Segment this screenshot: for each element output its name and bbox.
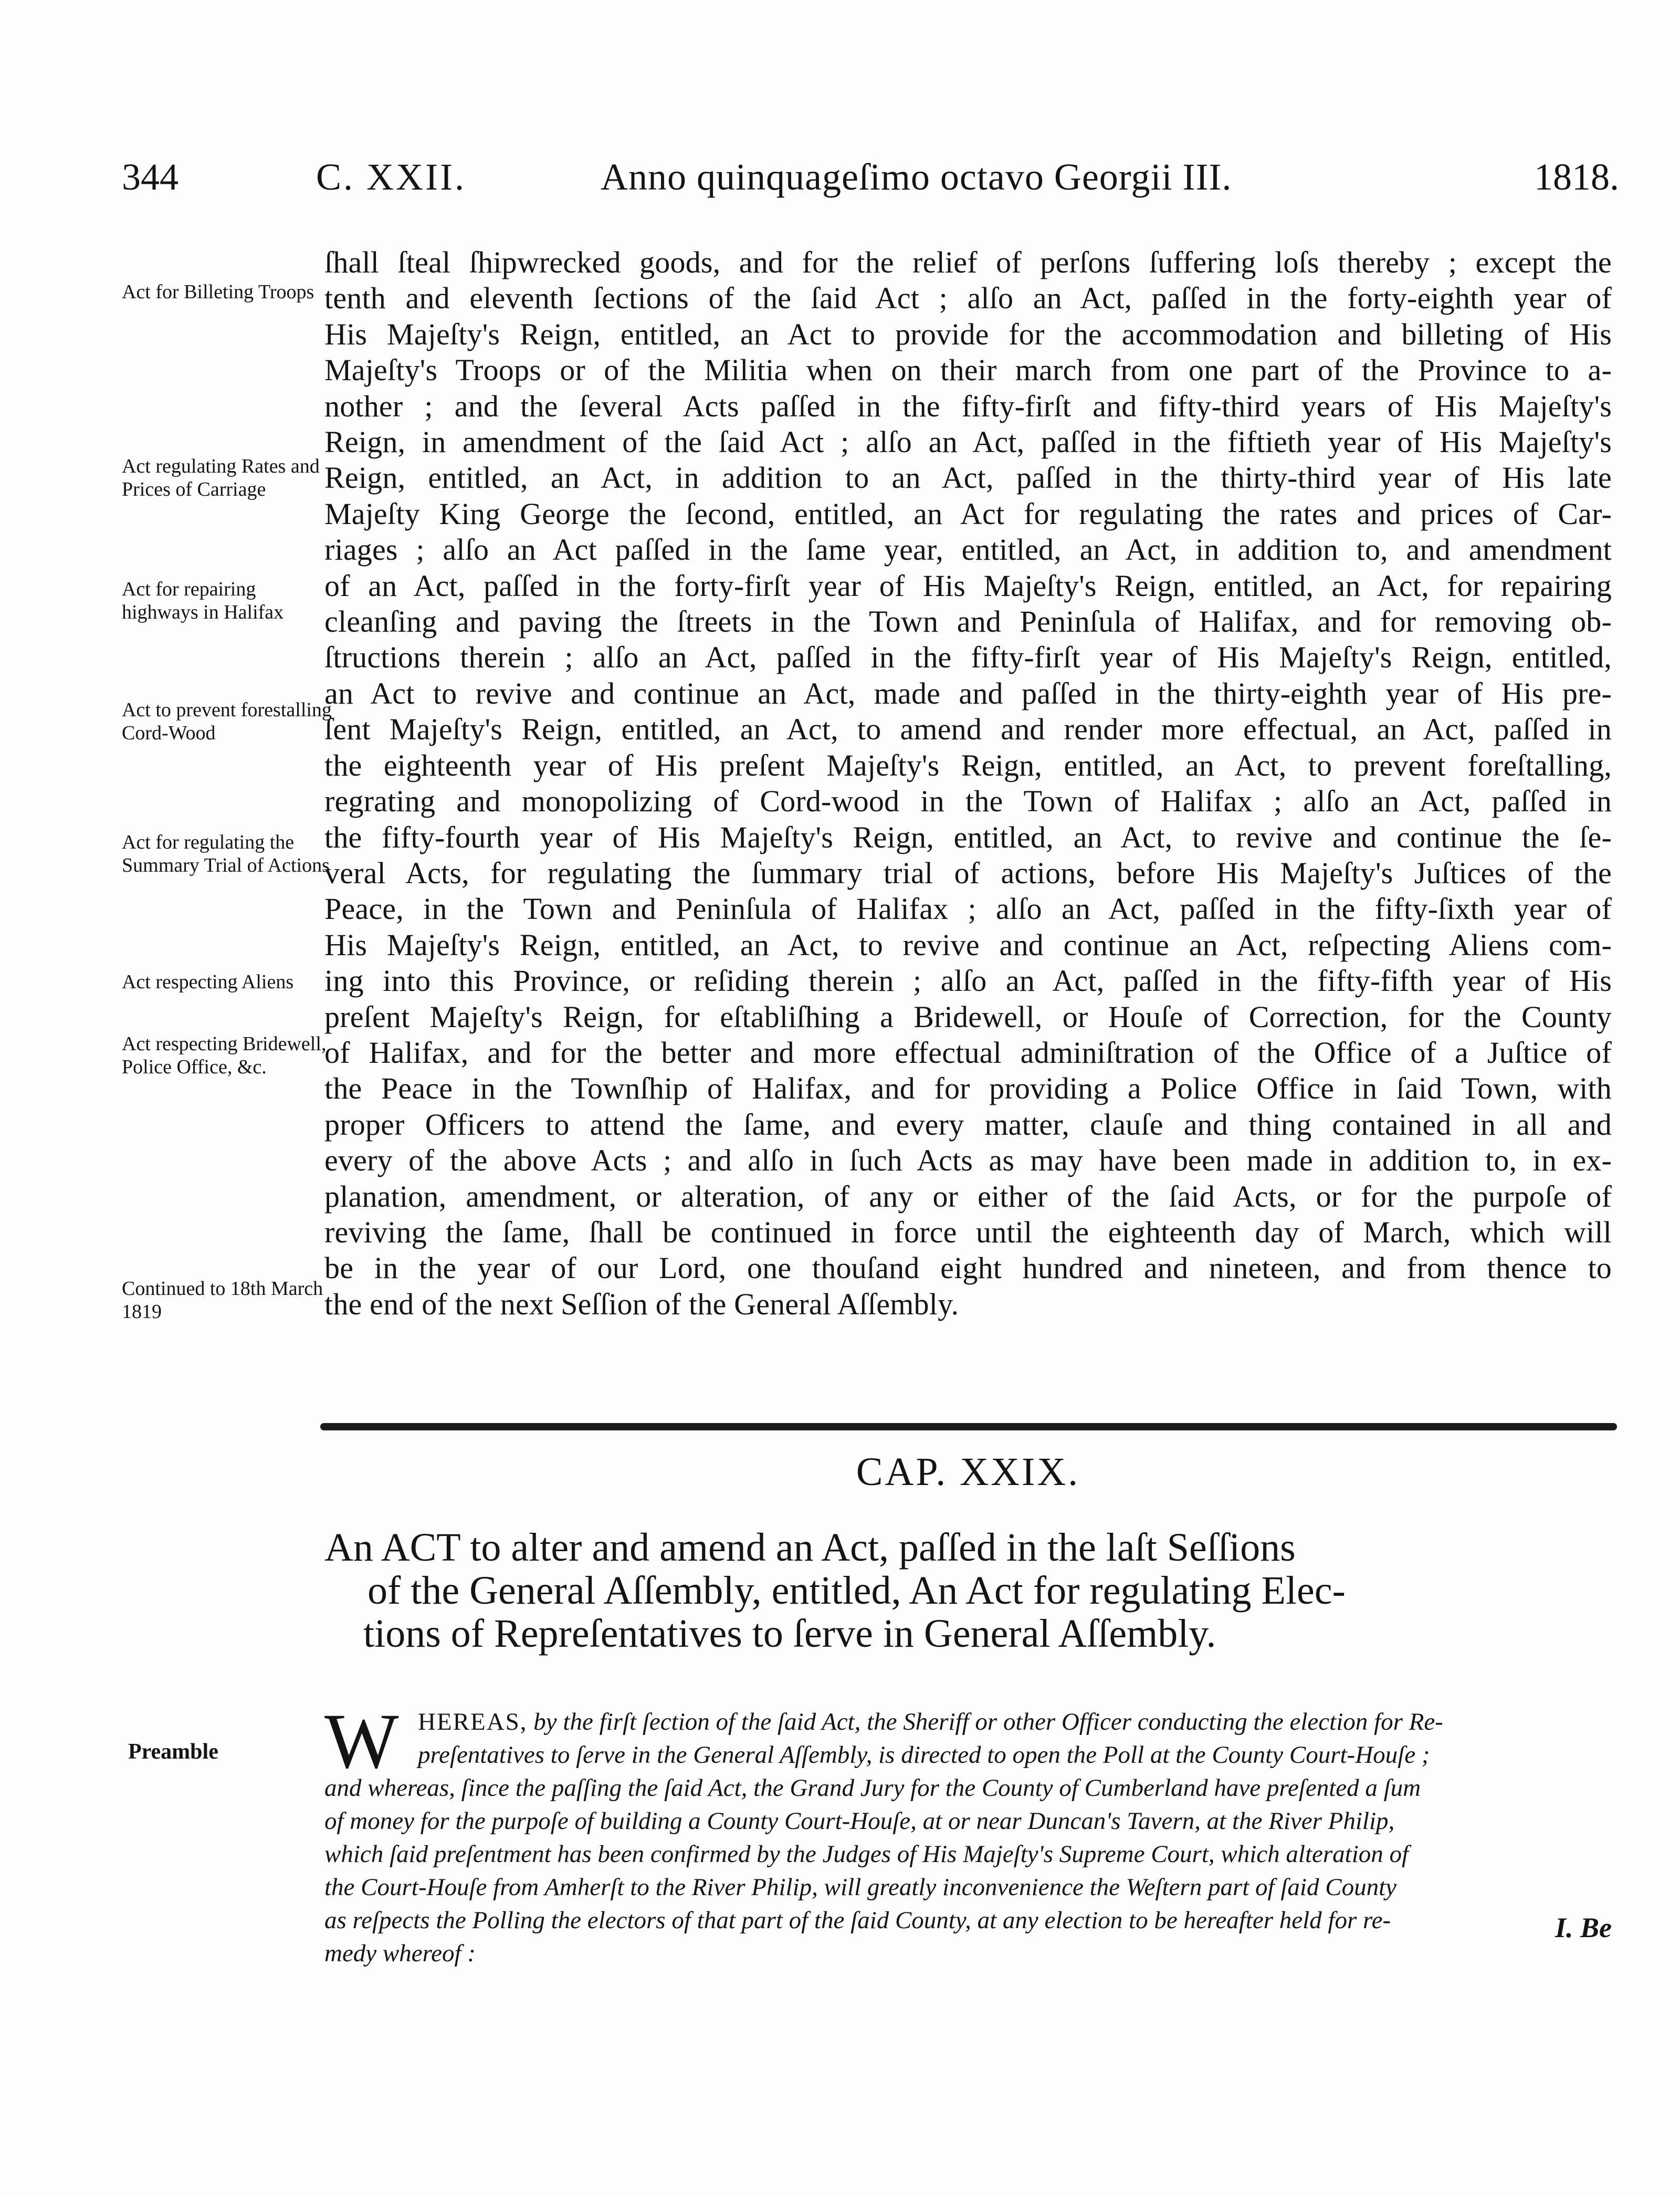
margin-note-continued: Continued to 18th March 1819 [122,1278,323,1323]
body-line: riages ; alſo an Act paſſed in the ſame year, entitled, an Act, in addition to, and amendment [324,532,1612,567]
preamble-text [324,1698,1612,1970]
act-body-text [324,245,1612,1322]
body-line: Majeſty's Troops or of the Militia when on their march from one part of the Province to a- [324,353,1612,388]
body-line: the fifty-fourth year of His Majeſty's Reign, entitled, an Act, to revive and continue the ſe- [324,820,1612,854]
body-line: Majeſty King George the ſecond, entitled, an Act for regulating the rates and prices of Car- [324,496,1612,531]
chapter-number: C. XXII. [316,156,466,198]
section-divider-rule [320,1423,1617,1430]
body-line: veral Acts, for regulating the ſummary trial of actions, before His Majeſty's Juſtices of the [324,855,1612,890]
cap-heading: CAP. XXIX. [856,1450,1080,1494]
body-line: ſtructions therein ; alſo an Act, paſſed in the fifty-firſt year of His Majeſty's Reign, entitled, [324,640,1612,675]
margin-note-aliens: Act respecting Aliens [122,971,294,993]
preamble-line: which ſaid preſentment has been confirmed by the Judges of His Majeſty's Supreme Court, which alteration of [324,1841,1409,1868]
body-line: an Act to revive and continue an Act, made and paſſed in the thirty-eighth year of His pre- [324,676,1612,710]
margin-note-cordwood: Act to prevent forestalling Cord-Wood [122,699,332,744]
preamble-line [324,1706,1612,1739]
preamble-line: and whereas, ſince the paſſing the ſaid Act, the Grand Jury for the County of Cumberland have preſented a ſum [324,1774,1421,1802]
body-line: every of the above Acts ; and alſo in ſuch Acts as may have been made in addition to, in ex- [324,1143,1612,1178]
body-line: proper Officers to attend the ſame, and every matter, clauſe and thing contained in all and [324,1107,1612,1142]
margin-note-summary-trial: Act for regulating the Summary Trial of Actions [122,831,330,876]
margin-note-preamble: Preamble [128,1740,218,1764]
act-title [324,1526,1612,1655]
drop-cap: W [324,1698,399,1785]
body-line: reviving the ſame, ſhall be continued in force until the eighteenth day of March, which will [324,1215,1612,1249]
body-line: the eighteenth year of His preſent Majeſty's Reign, entitled, an Act, to prevent foreſtalling, [324,748,1612,782]
body-line: nother ; and the ſeveral Acts paſſed in the fifty-firſt and fifty-third years of His Majeſty's [324,389,1612,423]
body-line: His Majeſty's Reign, entitled, an Act to provide for the accommodation and billeting of His [324,317,1612,351]
body-line: planation, amendment, or alteration, of any or either of the ſaid Acts, or for the purpoſe of [324,1179,1612,1214]
margin-note-highways: Act for repairing highways in Halifax [122,578,284,623]
preamble-line: the Court-Houſe from Amherſt to the River Philip, will greatly inconvenience the Weſtern part of ſaid County [324,1874,1396,1901]
body-line: ſhall ſteal ſhipwrecked goods, and for the relief of perſons ſuffering loſs thereby ; except the [324,245,1612,279]
preamble-line: preſentatives to ſerve in the General Aſſembly, is directed to open the Poll at the County Court-Houſe ; [418,1741,1430,1769]
body-line: tenth and eleventh ſections of the ſaid Act ; alſo an Act, paſſed in the forty-eighth year of [324,281,1612,316]
body-line: cleanſing and paving the ſtreets in the Town and Peninſula of Halifax, and for removing ob- [324,604,1612,639]
page-number: 344 [122,156,178,198]
body-line: preſent Majeſty's Reign, for eſtabliſhing a Bridewell, or Houſe of Correction, for the County [324,999,1612,1034]
body-line: be in the year of our Lord, one thouſand eight hundred and nineteen, and from thence to [324,1251,1612,1285]
body-line: Reign, in amendment of the ſaid Act ; alſo an Act, paſſed in the fiftieth year of His Majeſty's [324,425,1612,459]
body-line: ſent Majeſty's Reign, entitled, an Act, to amend and render more effectual, an Act, paſſed in [324,712,1612,747]
body-line: the end of the next Seſſion of the General Aſſembly. [324,1287,959,1321]
body-line: the Peace in the Townſhip of Halifax, and for providing a Police Office in ſaid Town, with [324,1071,1612,1106]
margin-note-carriage: Act regulating Rates and Prices of Carriage [122,455,320,500]
body-line: Reign, entitled, an Act, in addition to an Act, paſſed in the thirty-third year of His late [324,461,1612,495]
act-title-line: tions of Repreſentatives to ſerve in General Aſſembly. [363,1612,1216,1656]
body-line: His Majeſty's Reign, entitled, an Act, to revive and continue an Act, reſpecting Aliens com- [324,927,1612,962]
running-header [122,155,1619,218]
margin-note-billeting: Act for Billeting Troops [122,281,314,303]
header-year: 1818. [1534,156,1619,198]
body-line: Peace, in the Town and Peninſula of Halifax ; alſo an Act, paſſed in the fifty-ſixth year of [324,892,1612,926]
preamble-line-text: by the firſt ſection of the ſaid Act, the Sheriff or other Officer conducting the election for Re- [527,1708,1443,1735]
body-line: regrating and monopolizing of Cord-wood in the Town of Halifax ; alſo an Act, paſſed in [324,784,1612,819]
running-title: Anno quinquageſimo octavo Georgii III. [601,156,1232,198]
body-line: ing into this Province, or reſiding therein ; alſo an Act, paſſed in the fifty-fifth year of His [324,964,1612,998]
preamble-line: of money for the purpoſe of building a County Court-Houſe, at or near Duncan's Tavern, at the River Philip, [324,1807,1395,1835]
preamble-line: medy whereof : [324,1940,476,1967]
margin-note-bridewell: Act respecting Bridewell, Police Office, &c. [122,1033,327,1078]
act-title-line: An ACT to alter and amend an Act, paſſed in the laſt Seſſions [324,1525,1296,1570]
catchword: I. Be [1555,1912,1612,1943]
body-line: of Halifax, and for the better and more effectual adminiſtration of the Office of a Juſtice of [324,1035,1612,1070]
body-line: of an Act, paſſed in the forty-firſt year of His Majeſty's Reign, entitled, an Act, for repairing [324,568,1612,603]
preamble-first-word: HEREAS, [418,1708,528,1735]
preamble-line: as reſpects the Polling the electors of that part of the ſaid County, at any election to be hereafter held for re- [324,1907,1391,1934]
act-title-line: of the General Aſſembly, entitled, An Act for regulating Elec- [368,1568,1346,1613]
